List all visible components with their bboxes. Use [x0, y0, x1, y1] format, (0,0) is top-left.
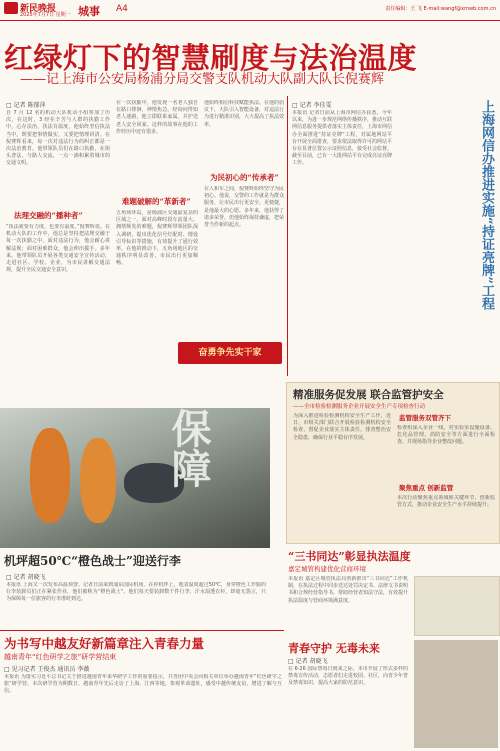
bottom-right-1-body: 本报讯 嘉定区城管执法局创新推出“三书同达”工作机制，在执法过程中同步送达处罚决定书、法律文书说明书和合规经营指导书，帮助经营者知法守法，有效提升执法温度与营商环境满意度。 [288, 576, 408, 604]
box-title: 精准服务促发展 联合监管护安全 [293, 389, 444, 401]
paper-name: 新民晚报 [20, 4, 57, 14]
issue-date: 2025年7月7日 星期一 [20, 12, 71, 18]
photo-overlay-text: 保障 [165, 408, 212, 488]
lead-subhead-2: 难题破解的“革新者” [122, 197, 191, 206]
box-body-1: 为深入推进检验检测机构安全生产工作，近日，市相关部门联合开展检验检测机构安全检查，督促企业落实主体责任，排查整治安全隐患，确保行业平稳有序发展。 [293, 413, 391, 441]
page-header [0, 0, 500, 21]
box-subtitle: ——全市检验检测服务企业开展安全生产专项检查行动 [293, 404, 426, 410]
right-vertical-title: 上海网信办推进实施“持证亮牌”工程 [479, 100, 494, 310]
section-name: 城事 [78, 5, 100, 18]
box-subhead-1: 监管服务双管齐下 [399, 414, 451, 422]
right-body: 本报讯 记者日前从上海市网信办获悉，今年以来，为进一步规范网络传播秩序，推动互联网信息服务提供者落实主体责任，上海市网信办全面推进“持证亮牌”工程，对属地网站平台开展全面排查，要求依法取得许可的网站平台在显著位置公示证照信息，接受社会监督。截至目前，已有一大批网站平台完成亮证亮牌工作。 [292, 110, 392, 167]
feature-box [286, 382, 500, 544]
column-divider [287, 96, 288, 376]
photo-story-body: 本报讯 上海又一次发布高温预警。记者日前来到浦东国际机场，在停机坪上，地表温度超过50℃，身穿橙色工作服的行李装卸员们正在紧张作业，他们被称为“橙色战士”。他们每天要装卸数千件行李，汗水湿透衣衫，却毫无怨言，只为保障每一位旅客的行李准时到达。 [6, 582, 266, 603]
bottom-right-2-title: 青春守护 无毒未来 [288, 642, 380, 655]
bottom-right-1-subtitle: 嘉定城管构建优化营商环境 [288, 565, 366, 573]
bottom-right-2-byline: □ 记者 胡晓飞 [288, 658, 328, 665]
lead-body-4: 五角场环岛，是杨浦区交通最复杂的区域之一。面对高峰时段车流量大、拥堵频发的难题，倪赛辉带领团队深入调研，提出优化信号灯配时、增设引导标识等措施，有效提升了通行效率。在他的推动下，五角场地区的交通秩序明显改善，市民出行更加顺畅。 [116, 210, 198, 267]
lead-body-6: 在人和车之间，倪赛辉始终坚守为民初心。他说，交警的工作就是为群众服务，让市民出行更安全、更便捷，是他最大的心愿。多年来，他获得了诸多荣誉，但他始终保持谦虚，把荣誉当作新的起点。 [204, 186, 284, 229]
lead-subhead-1: 法理交融的“播种者” [14, 211, 83, 220]
right-body-cont [396, 110, 470, 372]
lead-body-5: 他始终相信科技赋能执法。在他的倡议下，大队引入智能设备，对违法行为进行精准识别，大大提高了执法效率。 [204, 100, 284, 128]
bottom-mid-body: 本报讯 为落实习近平总书记关于推进越南青年来华研学工作的重要指示，共青团中央会同相关单位举办越南青年“红色研学之旅”研学营。本次研学营为期数日，越南青年先后走访了上海、江西等地，参观革命遗址，感受中越传统友谊，增进了解与互信。 [4, 674, 282, 695]
box-body-3: 本次行动聚焦重点领域和关键环节，创新监管方式，推动企业安全生产水平持续提升。 [397, 495, 495, 509]
bottom-right-1-title: “三书同达”彰显执法温度 [288, 550, 411, 563]
bottom-mid-title: 为书写中越友好新篇章注入青春力量 [4, 636, 205, 651]
box-subhead-2: 聚焦重点 创新监管 [399, 484, 454, 492]
photo-story-byline: □ 记者 胡晓飞 [6, 574, 46, 581]
bottom-mid-byline: □ 见习记者 王俊杰 通讯员 李薇 [4, 666, 90, 673]
right-byline: □ 记者 李佳雯 [292, 102, 332, 109]
bottom-right-2-photo [414, 640, 498, 748]
lead-body-3: 在一次执勤中，他发现一名老人独自在路口徘徊，神情焦急。经询问得知老人迷路，他立即联系家属，并护送老人安全回家。这样的故事在他的工作经历中还有很多。 [116, 100, 198, 135]
lead-subhead-3: 为民初心的“传承者” [210, 173, 279, 182]
photo-story-title: 机坪超50℃“橙色战士”迎送行李 [4, 554, 181, 568]
lead-headline: 红绿灯下的智慧刷度与法治温度 [4, 41, 418, 75]
airport-photo [0, 408, 270, 548]
editor-line: 责任编辑：王 飞 E-mail:wangf@xmwb.com.cn [385, 6, 496, 12]
section-rule [0, 630, 284, 631]
lead-subhead: ——记上海市公安局杨浦分局交警支队机动大队副大队长倪赛辉 [20, 72, 385, 87]
lead-byline: □ 记者 陈郁萍 [6, 102, 46, 109]
worker-figure-1 [30, 428, 70, 523]
box-body-2: 检查组深入企业一线，对实验室设施设备、危化品管理、消防安全等方面进行全面检查，并现场指导企业整改问题。 [397, 425, 495, 446]
page-number: A4 [116, 4, 128, 14]
lead-body-1: 自 7 月 12 名的机动大队机动小组参加了历次，在这时，3 经在辛苦与人群的执勤工作中，心存法治，执法有温度，他始终坚信执法当中，既要把事情做实，又要把情理讲清。在倪赛辉看来，每一次对违法行为的纠正都是一次法治教育。他带领队员们在路口执勤，在街头普法，与路人交流，一点一滴积累着城市的交通文明。 [6, 110, 110, 167]
bottom-right-1-sidebar [414, 576, 500, 636]
newspaper-logo-icon [4, 2, 18, 14]
bottom-mid-subtitle: 越南青年“红色研学之旅”研学营结束 [4, 653, 117, 661]
lead-body-2: “执法就要有力度，也要有温度。”倪赛辉说。在机动大队的工作中，他总是坚持把法理交融于每一次执勤之中。面对违法行为，他会耐心讲解法规；面对困难群众，他会伸出援手。多年来，他带领队员开展各类交通安全宣传活动，走进社区、学校、企业，为市民讲解交通法规，提升全民交通安全意识。 [6, 224, 110, 274]
lead-banner: 奋勇争先实干家 [178, 342, 282, 364]
bottom-right-2-body: 在 6·26 国际禁毒日到来之际，本市开展了形式多样的禁毒宣传活动，志愿者们走进校园、社区，向青少年普及禁毒知识，提高大家的防范意识。 [288, 666, 408, 687]
worker-figure-2 [80, 438, 116, 523]
